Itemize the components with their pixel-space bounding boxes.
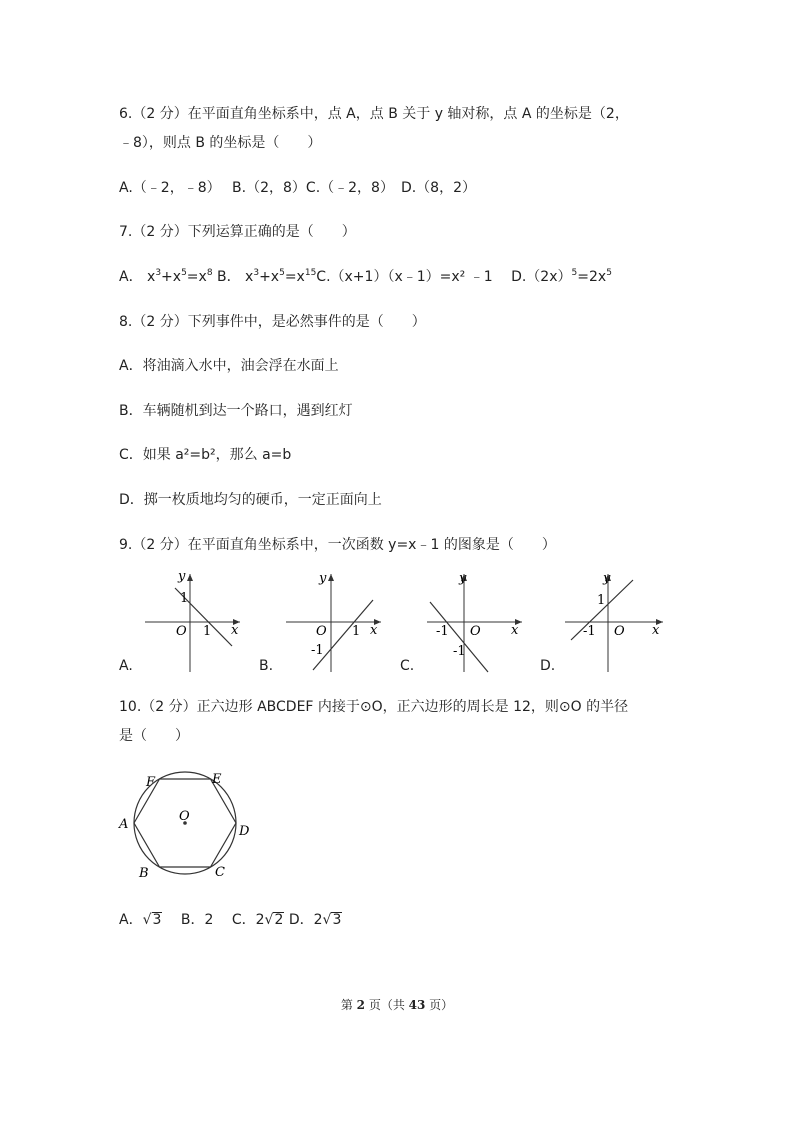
q9-stem: 9.（2 分）在平面直角坐标系中，一次函数 y=x﹣1 的图象是（ ）: [119, 537, 556, 553]
page-footer: 第 2 页（共 43 页）: [340, 998, 454, 1012]
graph-d-tick-x: -1: [583, 624, 596, 639]
q10-line1: 10.（2 分）正六边形 ABCDEF 内接于⊙O，正六边形的周长是 12，则⊙O 的半径: [119, 699, 629, 715]
graph-b-axis-x: x: [370, 623, 378, 638]
vertex-e: E: [212, 772, 222, 787]
q6-line2: ﹣8），则点 B 的坐标是（ ）: [119, 135, 322, 151]
center-o: O: [179, 809, 190, 824]
graph-b-origin: O: [316, 624, 327, 639]
graph-d-axis-x: x: [652, 623, 660, 638]
vertex-c: C: [215, 865, 225, 880]
q7-stem: 7.（2 分）下列运算正确的是（ ）: [119, 224, 356, 240]
q7-option-b: B． $x^3+x^5=x^{15}$: [217, 268, 317, 285]
graph-b-axis-y: y: [319, 571, 327, 586]
graph-c-origin: O: [470, 624, 481, 639]
q8-option-b: B．车辆随机到达一个路口，遇到红灯: [119, 403, 353, 419]
q9-graph-a: [140, 568, 250, 678]
page-number: 2: [356, 998, 365, 1012]
graph-c-tick-y: -1: [453, 644, 466, 659]
q9-label-d: D.: [540, 658, 556, 674]
graph-b-tick-x: 1: [352, 624, 361, 639]
graph-c-axis-x: x: [511, 623, 519, 638]
q9-graph-c: [422, 568, 532, 678]
q10-option-a: A．√3: [119, 912, 162, 928]
q7-options: [119, 267, 612, 287]
q7-option-c: C.（x+1）（x﹣1）=x² ﹣1: [316, 269, 493, 285]
vertex-d: D: [239, 824, 250, 839]
vertex-f: F: [146, 775, 156, 790]
page-total: 43: [408, 998, 426, 1012]
q9-label-c: C.: [400, 658, 415, 674]
graph-d-tick-y: 1: [597, 593, 606, 608]
q10-option-c: C．2√2: [231, 912, 284, 928]
graph-a-tick-y: 1: [180, 591, 189, 606]
q10-option-b: B．2: [180, 912, 214, 928]
q8-option-c: C．如果 a²=b²，那么 a=b: [119, 447, 292, 463]
vertex-b: B: [139, 866, 149, 881]
q10-line2: 是（ ）: [119, 728, 189, 744]
graph-c-tick-x: -1: [436, 624, 449, 639]
graph-a-axis-x: x: [231, 623, 239, 638]
q9-label-b: B.: [259, 658, 274, 674]
graph-a-tick-x: 1: [203, 624, 212, 639]
q7-option-d: $D.(2x)^5=2x^5$: [511, 268, 612, 285]
q8-option-d: D．掷一枚质地均匀的硬币，一定正面向上: [119, 492, 382, 508]
graph-b-tick-y: -1: [311, 643, 324, 658]
q7-option-a: A． $x^3+x^5=x^8$: [119, 268, 213, 285]
graph-a-axis-y: y: [178, 569, 186, 584]
q6-options: A.（﹣2，﹣8） B.（2，8）C.（﹣2，8） D.（8，2）: [119, 180, 476, 196]
q6-line1: 6.（2 分）在平面直角坐标系中，点 A，点 B 关于 y 轴对称，点 A 的坐标是（2，: [119, 106, 629, 122]
q10-options: [119, 910, 342, 930]
graph-d-origin: O: [614, 624, 625, 639]
q10-option-d: D．2√3: [288, 912, 342, 928]
vertex-a: A: [119, 817, 129, 832]
q9-graph-b: [281, 568, 391, 678]
q10-hexagon-figure: [114, 766, 254, 888]
graph-c-axis-y: y: [459, 571, 467, 586]
q8-option-a: A．将油滴入水中，油会浮在水面上: [119, 358, 339, 374]
graph-a-origin: O: [176, 624, 187, 639]
q8-stem: 8.（2 分）下列事件中，是必然事件的是（ ）: [119, 314, 426, 330]
graph-d-axis-y: y: [603, 571, 611, 586]
q9-label-a: A.: [119, 658, 133, 674]
q9-graph-d: [563, 568, 673, 678]
